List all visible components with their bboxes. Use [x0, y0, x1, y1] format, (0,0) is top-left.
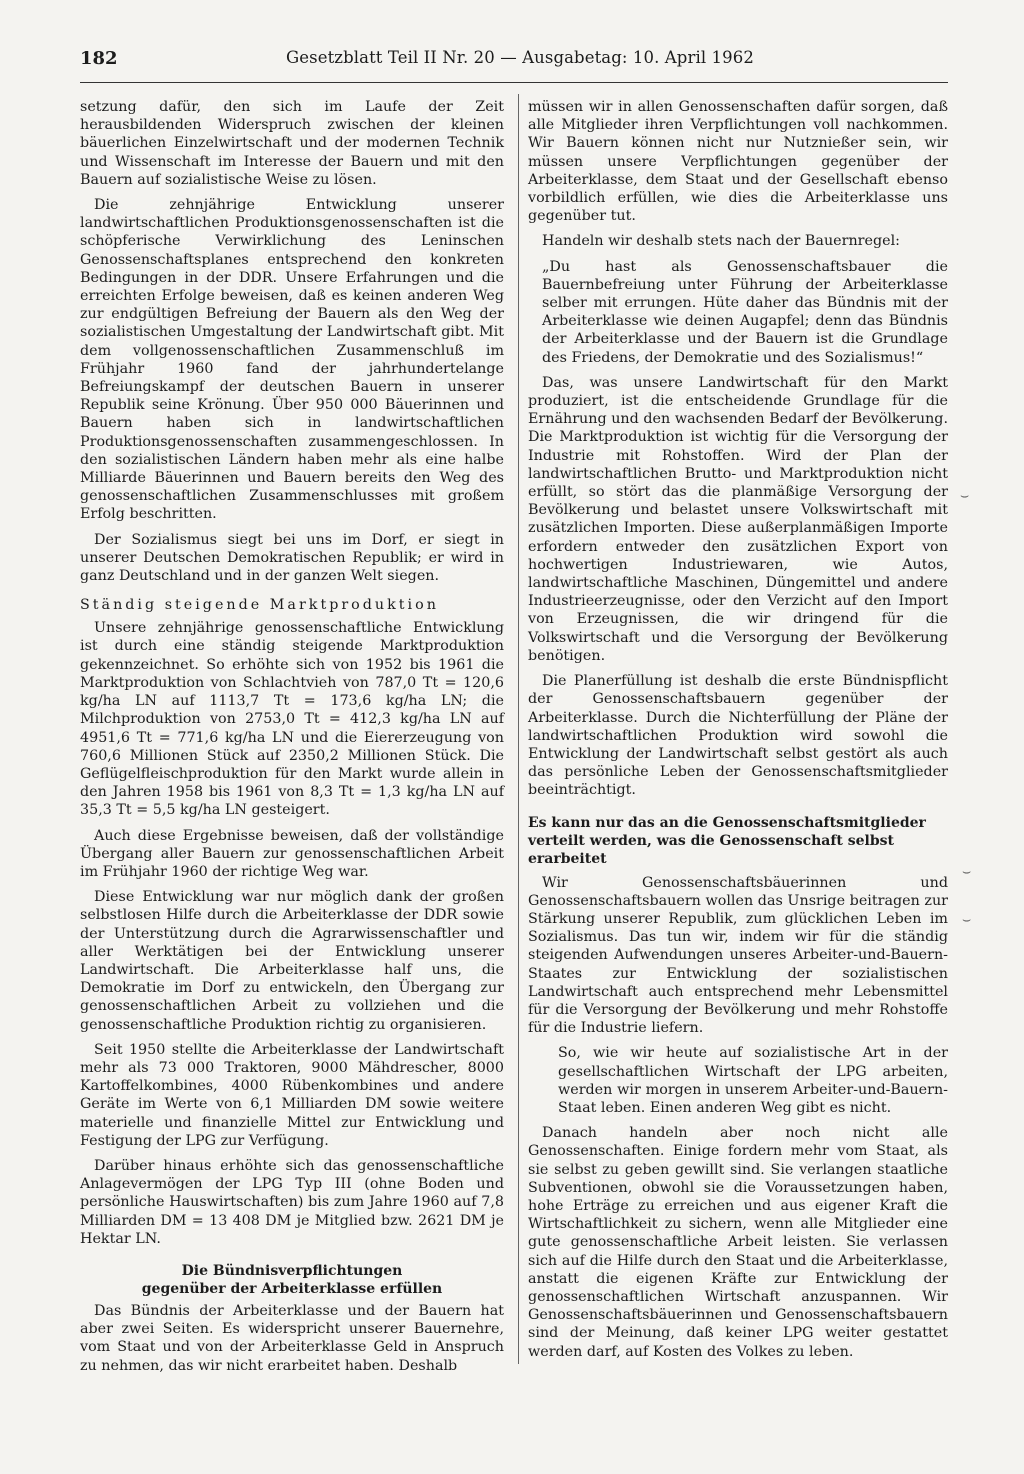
section-heading [80, 1262, 504, 1298]
paragraph: Das, was unsere Landwirtschaft für den Markt produziert, ist die entscheidende Grundlage für die Ernährung und den wachsenden Bedarf der Bevölkerung. Die Marktproduktion ist wichtig für die Versorgung der Industrie mit Rohstoffen. Wird der Plan der landwirtschaftlichen Brutto- und Marktproduktion nicht erfüllt, so stört das die planmäßige Versorgung der Bevölkerung und belastet unsere Volkswirtschaft mit zusätzlichen Importen. Diese außerplanmäßigen Importe erfordern entweder den zusätzlichen Export von hochwertigen Industriewaren, wie Autos, landwirtschaftliche Maschinen, Düngemittel und andere Industrieerzeugnisse, oder den Verzicht auf den Import von Erzeugnissen, die wir dringend für die Volkswirtschaft und die Versorgung der Bevölkerung benötigen. [528, 374, 948, 664]
left-column [80, 98, 504, 1382]
margin-pencil-mark: ⌣ [960, 488, 970, 504]
section-heading: Es kann nur das an die Genossenschaftsmitglieder verteilt werden, was die Genossenschaft selbst erarbeitet [528, 814, 926, 867]
paragraph: müssen wir in allen Genossenschaften dafür sorgen, daß alle Mitglieder ihren Verpflichtungen voll nachkommen. Wir Bauern können nicht nur Nutznießer sein, wir müssen unsere Verpflichtungen gegenüber der Arbeiterklasse, dem Staat und der Gesellschaft ebenso vorbildlich erfüllen, wie dies die Arbeiterklasse uns gegenüber tut. [528, 99, 948, 225]
paragraph: Die zehnjährige Entwicklung unserer landwirtschaftlichen Produktionsgenossenschaften ist die schöpferische Verwirklichung des Leninschen Genossenschaftsplanes entsprechend den konkreten Bedingungen in der DDR. Unsere Erfahrungen und die erreichten Erfolge beweisen, daß es keinen anderen Weg zur endgültigen Befreiung der Bauern als den Weg der sozialistischen Umgestaltung der Landwirtschaft gibt. Mit dem vollgenossenschaftlichen Zusammenschluß im Frühjahr 1960 fand der jahrhundertelange Befreiungskampf der deutschen Bauern in unserer Republik seine Krönung. Über 950 000 Bäuerinnen und Bauern haben sich in landwirtschaftlichen Produktionsgenossenschaften zusammengeschlossen. In den sozialistischen Ländern haben mehr als eine halbe Milliarde Bäuerinnen und Bauern bereits den Weg des genossenschaftlichen Zusammenschlusses mit großem Erfolg beschritten. [80, 197, 504, 523]
paragraph: Handeln wir deshalb stets nach der Bauernregel: [542, 233, 900, 250]
paragraph: Seit 1950 stellte die Arbeiterklasse der Landwirtschaft mehr als 73 000 Traktoren, 9000 Mähdrescher, 8000 Kartoffelkombines, 4000 Rübenkombines und andere Geräte im Werte von 6,1 Milliarden DM sowie weitere materielle und finanzielle Mittel zur Entwicklung und Festigung der LPG zur Verfügung. [80, 1041, 504, 1149]
paragraph: Der Sozialismus siegt bei uns im Dorf, er siegt in unserer Deutschen Demokratischen Republik; er wird in ganz Deutschland und in der ganzen Welt siegen. [80, 531, 504, 585]
page-number: 182 [80, 48, 118, 69]
margin-pencil-mark: ⌣ [962, 864, 972, 880]
paragraph: Wir Genossenschaftsbäuerinnen und Genossenschaftsbauern wollen das Unsrige beitragen zur Stärkung unserer Republik, zum glücklichen Leben im Sozialismus. Das tun wir, indem wir für die ständig steigenden Aufwendungen unseres Arbeiter-und-Bauern-Staates zur Entwicklung der sozialistischen Landwirtschaft auch entsprechend mehr Lebensmittel für die Versorgung der Bevölkerung und mehr Rohstoffe für die Industrie liefern. [528, 874, 948, 1037]
paragraph: Danach handeln aber noch nicht alle Genossenschaften. Einige fordern mehr vom Staat, als sie selbst zu geben gewillt sind. Sie verlangen staatliche Subventionen, obwohl sie die Voraussetzungen haben, hohe Erträge zu erreichen und aus eigener Kraft die Wirtschaftlichkeit zu sichern, wenn alle Mitglieder eine gute genossenschaftliche Arbeit leisten. Sie verlassen sich auf die Hilfe durch den Staat und die Arbeiterklasse, anstatt die eigenen Kräfte zur Entwicklung der genossenschaftlichen Wirtschaft anzuspannen. Wir Genossenschaftsbäuerinnen und Genossenschaftsbauern sind der Meinung, daß keiner LPG weiter gestattet werden darf, auf Kosten des Volkes zu leben. [528, 1125, 948, 1360]
section-heading-line: gegenüber der Arbeiterklasse erfüllen [141, 1280, 443, 1297]
running-head: Gesetzblatt Teil II Nr. 20 — Ausgabetag: 10. April 1962 [286, 48, 754, 67]
quote-block: So, wie wir heute auf sozialistische Art in der gesellschaftlichen Wirtschaft der LPG arbeiten, werden wir morgen in unserem Arbeiter-und-Bauern-Staat leben. Einen anderen Weg gibt es nicht. [558, 1045, 948, 1116]
margin-pencil-mark: ⌣ [962, 912, 972, 928]
column-divider [518, 94, 519, 1364]
section-heading-line: Die Bündnisverpflichtungen [181, 1262, 403, 1279]
right-column [528, 98, 948, 1368]
paragraph: Das Bündnis der Arbeiterklasse und der Bauern hat aber zwei Seiten. Es widerspricht unserer Bauernehre, vom Staat und von der Arbeiterklasse Geld in Anspruch zu nehmen, das wir nicht erarbeitet haben. Deshalb [80, 1302, 504, 1374]
quote-block: „Du hast als Genossenschaftsbauer die Bauernbefreiung unter Führung der Arbeiterklasse selber mit errungen. Hüte daher das Bündnis mit der Arbeiterklasse wie deinen Augapfel; denn das Bündnis der Arbeiterklasse und der Bauern ist die Grundlage des Friedens, der Demokratie und des Sozialismus!“ [542, 258, 948, 366]
section-heading: Ständig steigende Marktproduktion [80, 597, 439, 614]
paragraph: Unsere zehnjährige genossenschaftliche Entwicklung ist durch eine ständig steigende Marktproduktion gekennzeichnet. So erhöhte sich von 1952 bis 1961 die Marktproduktion von Schlachtvieh von 787,0 Tt = 120,6 kg/ha LN auf 1113,7 Tt = 173,6 kg/ha LN; die Milchproduktion von 2753,0 Tt = 412,3 kg/ha LN auf 4951,6 Tt = 771,6 kg/ha LN und die Eiererzeugung von 760,6 Millionen Stück auf 2350,2 Millionen Stück. Die Geflügelfleischproduktion für den Markt wurde allein in den Jahren 1958 bis 1961 von 8,3 Tt = 1,3 kg/ha LN auf 35,3 Tt = 5,5 kg/ha LN gesteigert. [80, 620, 504, 819]
page-header [80, 44, 948, 83]
paragraph: setzung dafür, den sich im Laufe der Zeit herausbildenden Widerspruch zwischen der kleinen bäuerlichen Einzelwirtschaft und der modernen Technik und Wissenschaft im Interesse der Bauern und mit den Bauern auf sozialistische Weise zu lösen. [80, 99, 504, 188]
paragraph: Auch diese Ergebnisse beweisen, daß der vollständige Übergang aller Bauern zur genossenschaftlichen Arbeit im Frühjahr 1960 der richtige Weg war. [80, 827, 504, 880]
paragraph: Darüber hinaus erhöhte sich das genossenschaftliche Anlagevermögen der LPG Typ III (ohne Boden und persönliche Hauswirtschaften) bis zum Jahre 1960 auf 7,8 Milliarden DM = 13 408 DM je Mitglied bzw. 2621 DM je Hektar LN. [80, 1157, 504, 1247]
paragraph: Diese Entwicklung war nur möglich dank der großen selbstlosen Hilfe durch die Arbeiterklasse der DDR sowie der Unterstützung durch die Agrarwissenschaftler und aller Werktätigen bei der Entwicklung unserer Landwirtschaft. Die Arbeiterklasse half uns, die Demokratie im Dorf zu entwickeln, den Übergang zur genossenschaftlichen Arbeit zu vollziehen und die genossenschaftliche Produktion richtig zu organisieren. [80, 889, 504, 1033]
paragraph: Die Planerfüllung ist deshalb die erste Bündnispflicht der Genossenschaftsbauern gegenüber der Arbeiterklasse. Durch die Nichterfüllung der Pläne der landwirtschaftlichen Produktion wird sowohl die Entwicklung der Landwirtschaft selbst gestört als auch das persönliche Leben der Genossenschaftsmitglieder beeinträchtigt. [528, 673, 948, 799]
